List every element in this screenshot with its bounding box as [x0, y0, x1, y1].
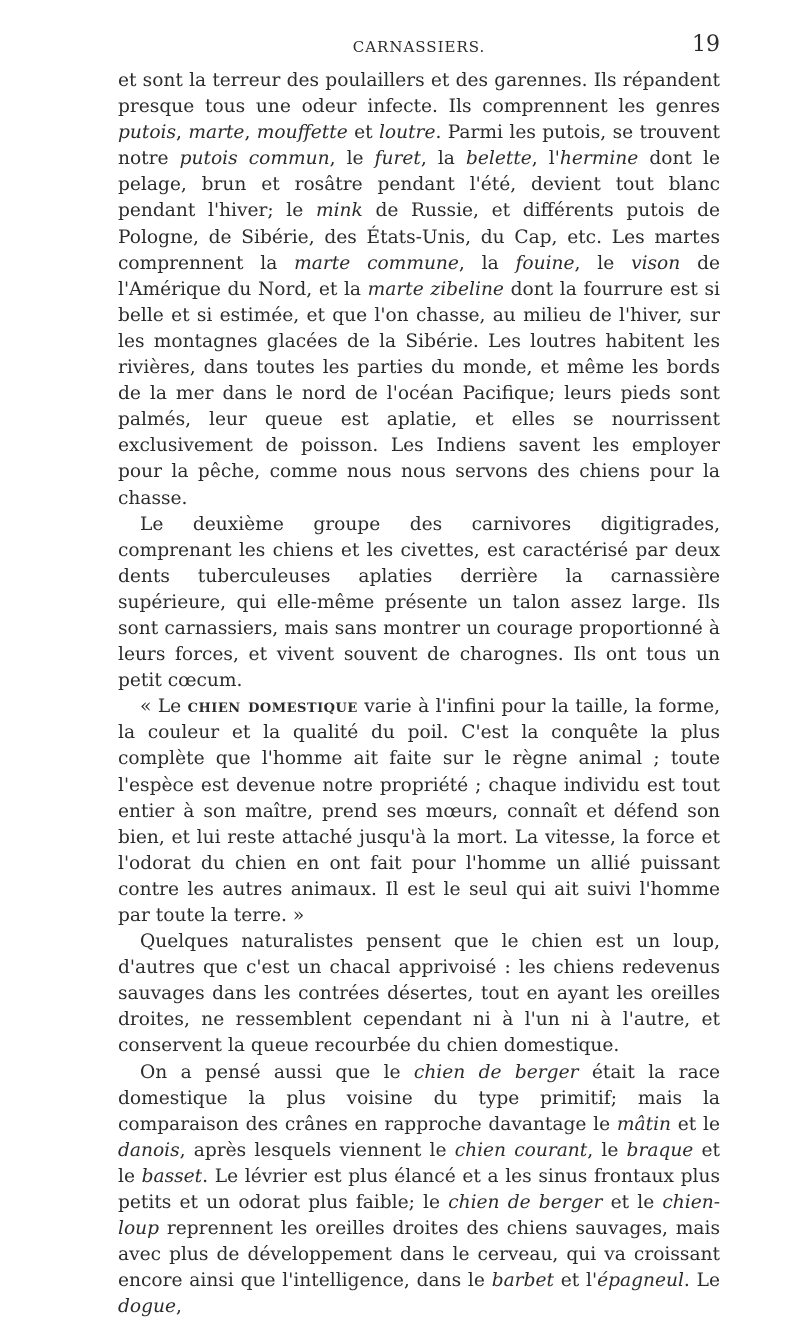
text-run: de Russie, et différents putois de Pologne, de Sibérie, des États-Unis, du Cap, etc. Les martes comprennent la: [118, 200, 720, 274]
smallcaps-term: chien domestique: [187, 696, 358, 718]
text-run: ,: [244, 122, 257, 144]
italic-term: barbet: [491, 1270, 554, 1292]
text-run: dont la fourrure est si belle et si estimée, et que l'on chasse, au milieu de l'hiver, sur les montagnes glacées de la Sibérie. Les loutres habitent les rivières, dans toutes les parties du monde, et même les bords de la mer dans le nord de l'océan Pacifique; leurs pieds sont palmés, leur queue est aplatie, et elles se nourrissent exclusivement de poisson. Les Indiens savent les employer pour la pêche, comme nous nous servons des chiens pour la chasse.: [118, 278, 720, 509]
text-run: de l'Amérique du Nord, et la: [118, 252, 720, 300]
italic-term: danois: [118, 1139, 180, 1161]
page-number: 19: [692, 32, 720, 57]
text-run: et le: [602, 1192, 663, 1214]
text-run: On a pensé aussi que le: [140, 1061, 414, 1083]
text-run: et le: [671, 1113, 721, 1135]
body-text: [118, 68, 720, 1321]
italic-term: basset: [141, 1165, 203, 1187]
text-run: et l': [553, 1270, 598, 1292]
paragraph: [118, 68, 720, 512]
text-run: . Le lévrier est plus élancé et a les sinus frontaux plus petits et un odorat plus faible; le: [118, 1165, 720, 1214]
text-run: , le: [329, 148, 375, 170]
text-run: , la: [458, 252, 516, 274]
italic-term: dogue: [118, 1296, 176, 1318]
italic-term: fouine: [515, 252, 575, 274]
italic-term: épagneul: [597, 1270, 684, 1292]
running-head: CARNASSIERS.: [352, 38, 486, 56]
text-run: était la race domestique la plus voisine du type primitif; mais la comparaison des crânes en rapproche davantage le: [118, 1061, 720, 1135]
paragraph: [118, 1060, 720, 1321]
page-header: [118, 34, 720, 68]
text-run: Quelques naturalistes pensent que le chien est un loup, d'autres que c'est un chacal apprivoisé : les chiens redevenus sauvages dans les contrées désertes, tout en ayant les oreilles droites, ne ressemblent cependant ni à l'un ni à l'autre, et conservent la queue recourbée du chien domestique.: [118, 931, 720, 1057]
italic-term: chien de berger: [448, 1192, 603, 1214]
italic-term: mâtin: [616, 1113, 672, 1135]
text-run: , l': [531, 148, 560, 170]
italic-term: braque: [626, 1139, 694, 1161]
text-run: , la: [420, 148, 466, 170]
paragraph: [118, 512, 720, 695]
text-run: varie à l'infini pour la taille, la forme, la couleur et la qualité du poil. C'est la conquête la plus complète que l'homme ait faite sur le règne animal ; toute l'espèce est devenue notre propriété ; chaque individu est tout entier à son maître, prend ses mœurs, connaît et défend son bien, et lui reste attaché jusqu'à la mort. La vitesse, la force et l'odorat du chien en ont fait pour l'homme un allié puissant contre les autres animaux. Il est le seul qui ait suivi l'homme par toute la terre. »: [118, 696, 720, 926]
text-run: Le deuxième groupe des carnivores digitigrades, comprenant les chiens et les civettes, est caractérisé par deux dents tuberculeuses aplaties derrière la carnassière supérieure, qui elle-même présente un talon assez large. Ils sont carnassiers, mais sans montrer un courage proportionné à leurs forces, et vivent souvent de charognes. Ils ont tous un petit cœcum.: [118, 513, 720, 692]
text-run: et: [347, 122, 379, 144]
text-run: reprennent les oreilles droites des chiens sauvages, mais avec plus de développement dans le cerveau, qui va croissant encore ainsi que l'intelligence, dans le: [118, 1218, 720, 1292]
italic-term: chien courant: [454, 1139, 588, 1161]
text-run: et le: [118, 1139, 720, 1187]
italic-term: marte: [188, 122, 245, 144]
italic-term: hermine: [559, 148, 639, 170]
text-run: ,: [176, 122, 189, 144]
text-run: . Parmi les putois, se trouvent notre: [118, 122, 721, 170]
paragraph: [118, 929, 720, 1059]
italic-term: chien-loup: [118, 1192, 720, 1240]
text-run: , après lesquels viennent le: [179, 1139, 455, 1161]
italic-term: marte zibeline: [367, 278, 504, 300]
italic-term: putois: [118, 122, 177, 144]
text-run: . Le: [683, 1270, 720, 1292]
italic-term: chien de berger: [413, 1061, 579, 1083]
italic-term: loutre: [378, 122, 436, 144]
text-run: ,: [175, 1296, 182, 1318]
paragraph: [118, 694, 720, 929]
italic-term: furet: [374, 148, 421, 170]
italic-term: putois commun: [179, 148, 330, 170]
text-run: , le: [574, 252, 632, 274]
text-run: dont le pelage, brun et rosâtre pendant l'été, devient tout blanc pendant l'hiver; le: [118, 148, 720, 222]
text-run: et sont la terreur des poulaillers et des garennes. Ils répandent presque tous une odeur infecte. Ils comprennent les genres: [118, 70, 720, 118]
italic-term: belette: [465, 148, 532, 170]
italic-term: vison: [631, 252, 681, 274]
text-run: , le: [587, 1139, 627, 1161]
italic-term: mouffette: [256, 122, 348, 144]
italic-term: mink: [315, 200, 363, 222]
italic-term: marte commune: [294, 252, 459, 274]
text-run: « Le: [140, 696, 188, 718]
